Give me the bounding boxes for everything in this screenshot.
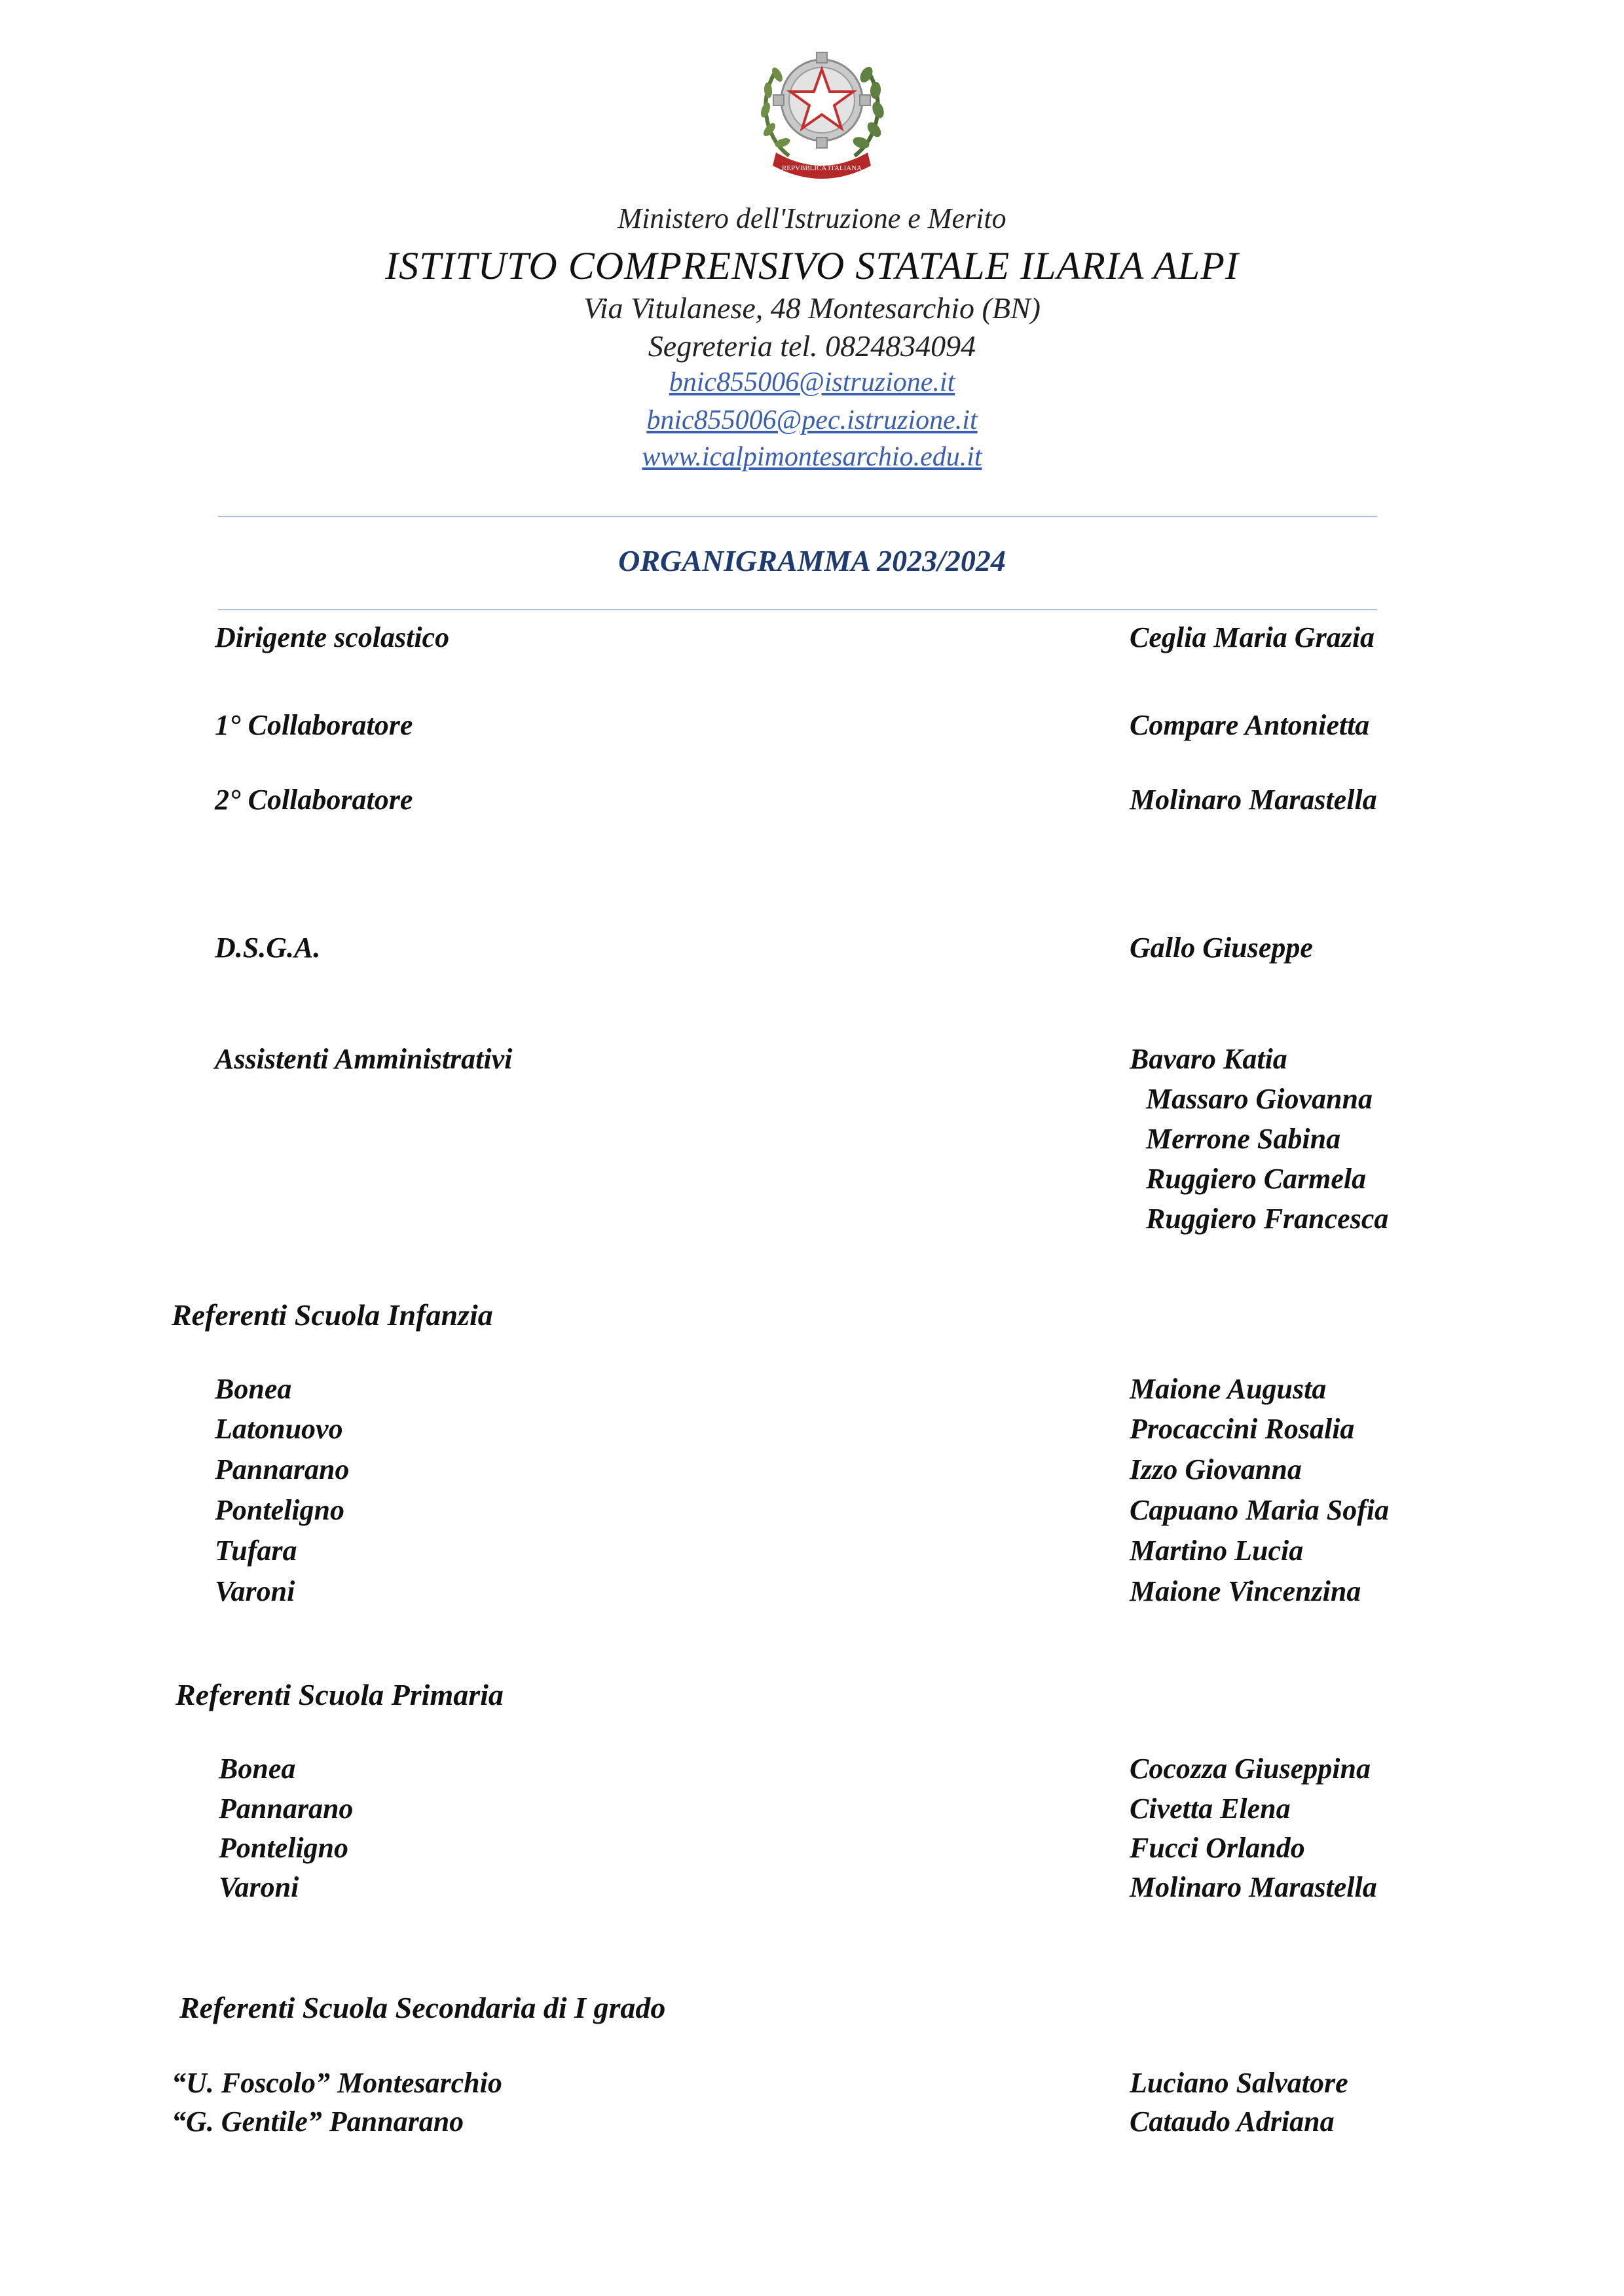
ministry-name: Ministero dell'Istruzione e Merito [618, 202, 1006, 234]
person-name: Ruggiero Francesca [1146, 1203, 1389, 1235]
school-place: Pannarano [215, 1453, 350, 1485]
person-name: Compare Antonietta [1130, 709, 1370, 741]
pec-link[interactable]: bnic855006@pec.istruzione.it [646, 405, 978, 435]
svg-text:REPVBBLICA ITALIANA: REPVBBLICA ITALIANA [781, 164, 862, 172]
person-name: Molinaro Marastella [1130, 1871, 1377, 1903]
school-place: Pannarano [219, 1793, 354, 1825]
role-label: D.S.G.A. [215, 932, 321, 964]
divider [218, 516, 1377, 517]
school-place: Varoni [219, 1871, 299, 1903]
school-place: Bonea [215, 1373, 292, 1405]
school-phone: Segreteria tel. 0824834094 [648, 329, 976, 363]
school-place: Tufara [215, 1535, 297, 1567]
section-heading: Referenti Scuola Primaria [175, 1678, 504, 1711]
role-label: Assistenti Amministrativi [215, 1043, 513, 1075]
person-name: Capuano Maria Sofia [1130, 1494, 1390, 1526]
person-name: Cataudo Adriana [1130, 2105, 1335, 2138]
person-name: Massaro Giovanna [1146, 1083, 1373, 1115]
person-name: Fucci Orlando [1130, 1832, 1305, 1864]
section-heading: Referenti Scuola Secondaria di I grado [179, 1991, 666, 2024]
school-place: Latonuovo [215, 1413, 343, 1445]
person-name: Izzo Giovanna [1130, 1453, 1302, 1485]
school-place: “G. Gentile” Pannarano [172, 2105, 464, 2138]
person-name: Molinaro Marastella [1130, 784, 1377, 816]
person-name: Maione Vincenzina [1130, 1575, 1361, 1607]
school-place: Varoni [215, 1575, 295, 1607]
person-name: Martino Lucia [1130, 1535, 1304, 1567]
role-label: 1° Collaboratore [215, 709, 413, 741]
website-link[interactable]: www.icalpimontesarchio.edu.it [642, 442, 982, 472]
person-name: Bavaro Katia [1130, 1043, 1287, 1075]
person-name: Maione Augusta [1130, 1373, 1327, 1405]
person-name: Ceglia Maria Grazia [1130, 621, 1375, 653]
person-name: Ruggiero Carmela [1146, 1163, 1367, 1195]
republic-emblem-icon [750, 31, 894, 182]
divider [218, 609, 1377, 610]
person-name: Gallo Giuseppe [1130, 932, 1313, 964]
person-name: Luciano Salvatore [1130, 2067, 1348, 2099]
school-place: Bonea [219, 1753, 296, 1785]
role-label: 2° Collaboratore [215, 784, 413, 816]
document-title: ORGANIGRAMMA 2023/2024 [618, 544, 1006, 577]
school-name: ISTITUTO COMPRENSIVO STATALE ILARIA ALPI [385, 244, 1239, 287]
person-name: Civetta Elena [1130, 1793, 1291, 1825]
school-address: Via Vitulanese, 48 Montesarchio (BN) [583, 291, 1041, 325]
person-name: Procaccini Rosalia [1130, 1413, 1355, 1445]
school-place: Ponteligno [219, 1832, 349, 1864]
person-name: Merrone Sabina [1146, 1123, 1341, 1155]
person-name: Cocozza Giuseppina [1130, 1753, 1371, 1785]
email-link[interactable]: bnic855006@istruzione.it [669, 367, 955, 397]
role-label: Dirigente scolastico [215, 621, 450, 653]
school-place: “U. Foscolo” Montesarchio [172, 2067, 502, 2099]
section-heading: Referenti Scuola Infanzia [172, 1298, 493, 1332]
school-place: Ponteligno [215, 1494, 345, 1526]
